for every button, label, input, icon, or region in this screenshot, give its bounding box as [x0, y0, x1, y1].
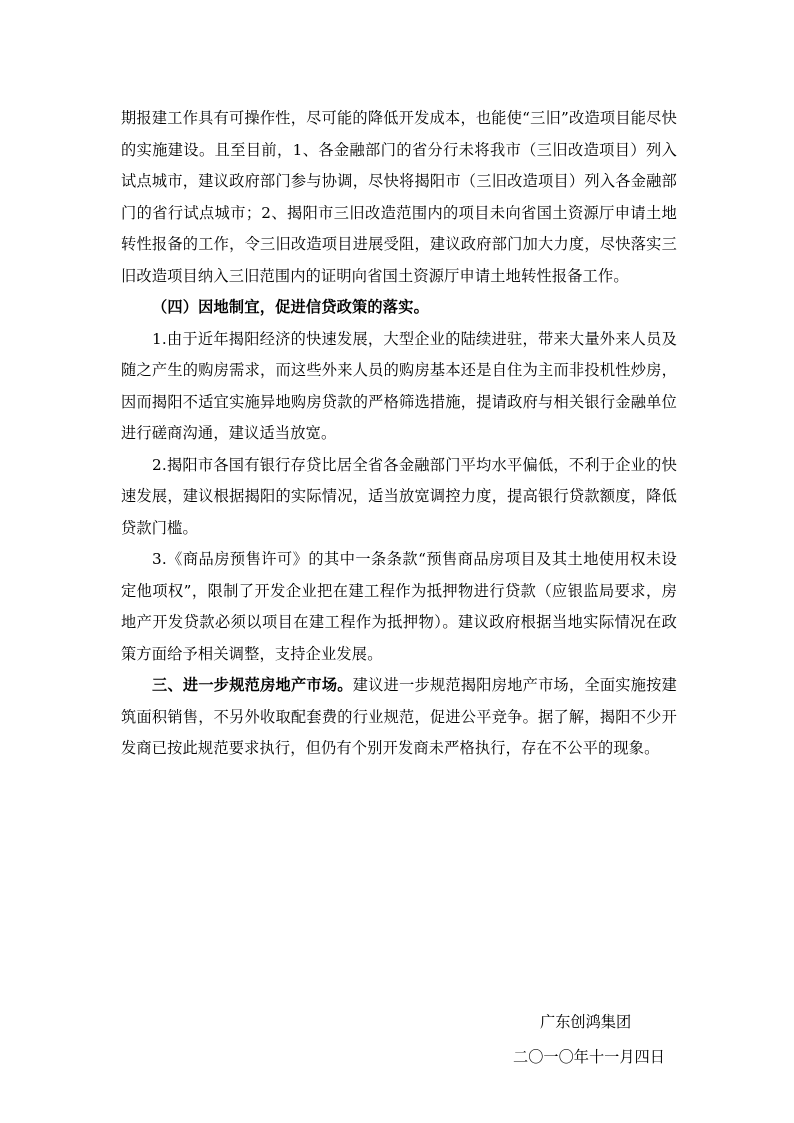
- section-three-heading: 三、进一步规范房地产市场。: [152, 676, 353, 694]
- section-heading-credit-policy: （四）因地制宜，促进信贷政策的落实。: [152, 298, 429, 316]
- paragraph-section-three: [121, 670, 677, 765]
- section-three-text: 建议进一步规范揭阳房地产市场，全面实施按建筑面积销售，不另外收取配套费的行业规范，促进公平竞争。据了解，揭阳不少开发商已按此规范要求执行，但仍有个别开发商未严格执行，存在不公平的现象。: [121, 676, 678, 757]
- paragraph-item-2: 2.揭阳市各国有银行存贷比居全省各金融部门平均水平偏低，不利于企业的快速发展，建议根据揭阳的实际情况，适当放宽调控力度，提高银行贷款额度，降低贷款门槛。: [121, 455, 677, 537]
- paragraph-project-approval: 期报建工作具有可操作性，尽可能的降低开发成本，也能使“三旧”改造项目能尽快的实施建设。且至目前，1、各金融部门的省分行未将我市（三旧改造项目）列入试点城市，建议政府部门参与协调，尽快将揭阳市（三旧改造项目）列入各金融部门的省行试点城市；2、揭阳市三旧改造范围内的项目未向省国土资源厅申请土地转性报备的工作，令三旧改造项目进展受阻，建议政府部门加大力度，尽快落实三旧改造项目纳入三旧范围内的证明向省国土资源厅申请土地转性报备工作。: [121, 109, 677, 285]
- signature-company: 广东创鸿集团: [540, 1013, 632, 1031]
- paragraph-item-3: 3.《商品房预售许可》的其中一条条款“预售商品房项目及其土地使用权未设定他项权”，限制了开发企业把在建工程作为抵押物进行贷款（应银监局要求，房地产开发贷款必须以项目在建工程作为抵押物）。建议政府根据当地实际情况在政策方面给予相关调整，支持企业发展。: [121, 550, 677, 663]
- document-body: [121, 103, 677, 765]
- signature-date: 二〇一〇年十一月四日: [513, 1048, 665, 1066]
- paragraph-item-1: 1.由于近年揭阳经济的快速发展，大型企业的陆续进驻，带来大量外来人员及随之产生的购房需求，而这些外来人员的购房基本还是自住为主而非投机性炒房，因而揭阳不适宜实施异地购房贷款的严格筛选措施，提请政府与相关银行金融单位进行磋商沟通，建议适当放宽。: [121, 329, 677, 442]
